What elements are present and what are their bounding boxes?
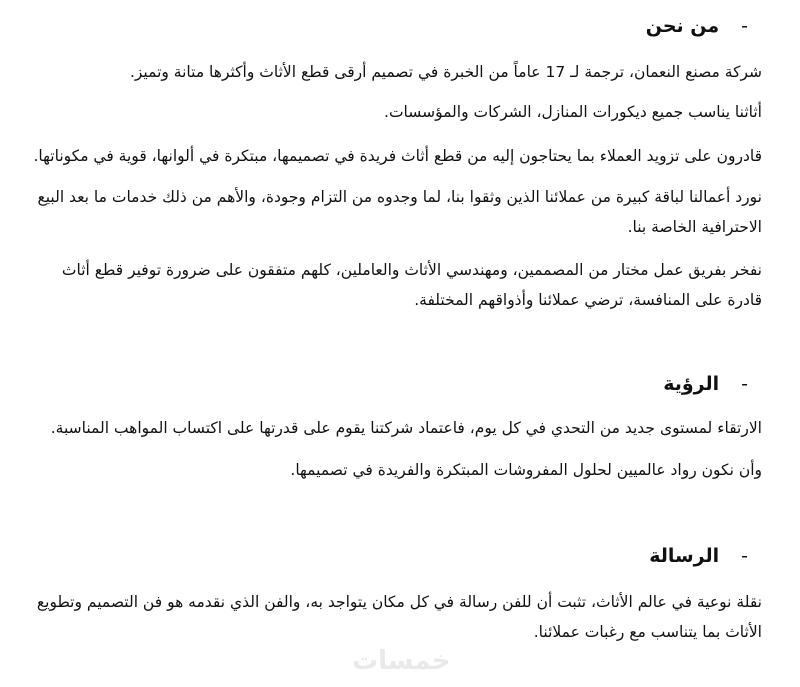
about-paragraph-5: نفخر بفريق عمل مختار من المصممين، ومهندسي الأثاث والعاملين، كلهم متفقون على ضرورة توفير قطع أثاث قادرة على المنافسة، ترضي عملائنا وأذواقهم المختلفة. (61, 261, 762, 309)
section-heading-vision (663, 372, 748, 396)
about-paragraph-3: قادرون على تزويد العملاء بما يحتاجون إليه من قطع أثاث فريدة في تصميمها، مبتكرة في ألوانها، قوية في مكوناتها. (33, 147, 762, 165)
vision-paragraph-2: وأن نكون رواد عالميين لحلول المفروشات المبتكرة والفريدة في تصميمها. (290, 461, 762, 479)
about-paragraph-4: نورد أعمالنا لباقة كبيرة من عملائنا الذين وثقوا بنا، لما وجدوه من التزام وجودة، والأهم من ذلك خدمات ما بعد البيع الاحترافية الخاصة بنا. (37, 188, 762, 236)
bullet-dash: - (741, 373, 748, 395)
section-title-mission: الرسالة (649, 545, 720, 567)
about-paragraph-1: شركة مصنع النعمان، ترجمة لـ 17 عاماً من الخبرة في تصميم أرقى قطع الأثاث وأكثرها متانة وتميز. (129, 63, 762, 81)
mission-paragraph-1: نقلة نوعية في عالم الأثاث، تثبت أن للفن رسالة في كل مكان يتواجد به، والفن الذي نقدمه هو فن التصميم وتطويع الأثاث بما يتناسب مع رغبات عملائنا. (36, 593, 762, 641)
section-title-vision: الرؤية (663, 373, 720, 395)
about-paragraph-2: أثاثنا يناسب جميع ديكورات المنازل، الشركات والمؤسسات. (384, 103, 762, 121)
section-heading-about (646, 14, 748, 38)
bullet-dash: - (741, 545, 748, 567)
watermark-logo: خمسات (352, 646, 451, 676)
vision-paragraph-1: الارتقاء لمستوى جديد من التحدي في كل يوم، فاعتماد شركتنا يقوم على قدرتها على اكتساب المواهب المناسبة. (50, 419, 762, 437)
bullet-dash: - (741, 15, 748, 37)
section-heading-mission (649, 544, 748, 568)
section-title-about: من نحن (645, 15, 720, 37)
